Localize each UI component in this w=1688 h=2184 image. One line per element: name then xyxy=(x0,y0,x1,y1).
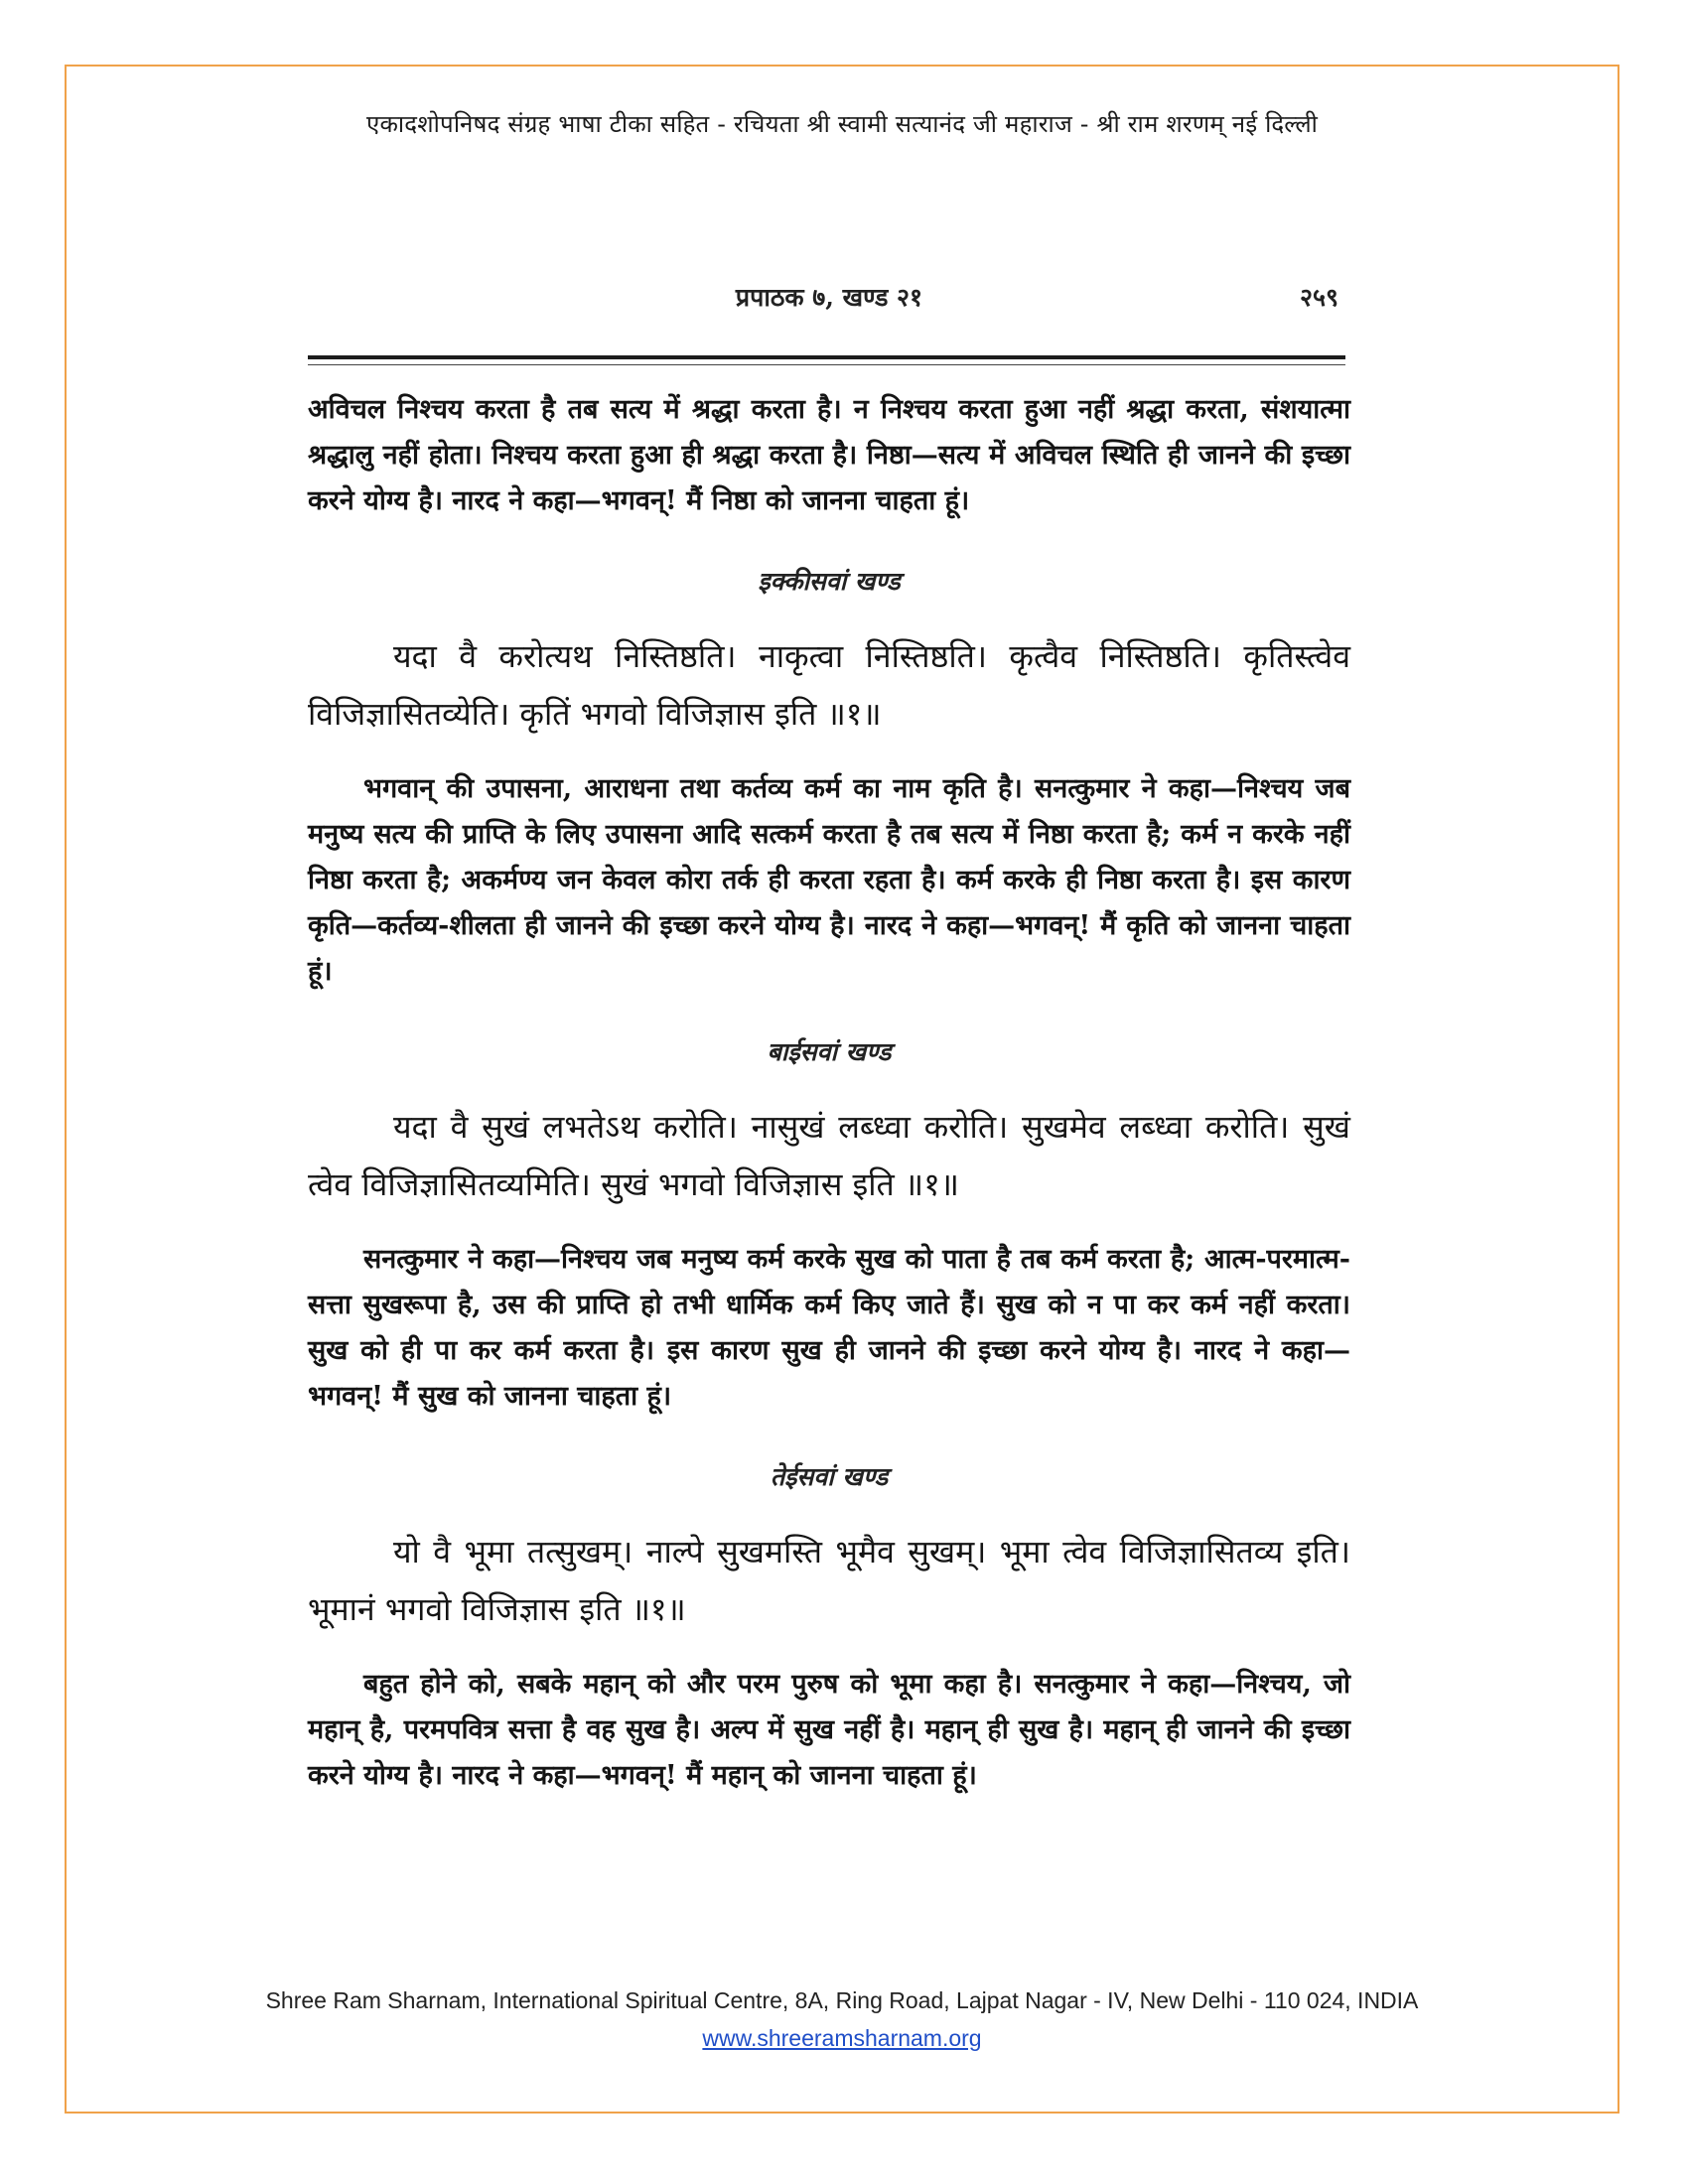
section-heading: इक्कीसवां खण्ड xyxy=(758,567,901,596)
page-number: २५९ xyxy=(1299,283,1338,312)
intro-paragraph: अविचल निश्चय करता है तब सत्य में श्रद्धा करता है। न निश्चय करता हुआ नहीं श्रद्धा करता, संशयात्मा श्रद्धालु नहीं होता। निश्चय करता हुआ ही श्रद्धा करता है। निष्ठा—सत्य में अविचल स्थिति ही जानने की इच्छा करने योग्य है। नारद ने कहा—भगवन्! मैं निष्ठा को जानना चाहता हूं। xyxy=(308,394,1350,516)
header-rule-thick xyxy=(308,355,1345,359)
sanskrit-verse: यदा वै करोत्यथ निस्तिष्ठति। नाकृत्वा निस्तिष्ठति। कृत्वैव निस्तिष्ठति। कृतिस्त्वेव विजिज्ञासितव्येति। कृतिं भगवो विजिज्ञास इति ॥१॥ xyxy=(308,637,1350,733)
scanned-book-page xyxy=(308,268,1350,1799)
running-head-title: प्रपाठक ७, खण्ड २१ xyxy=(735,283,923,312)
section-heading: बाईसवां खण्ड xyxy=(767,1037,892,1066)
header-rule-thin xyxy=(308,364,1345,365)
section-21 xyxy=(308,564,1350,995)
footer-address: Shree Ram Sharnam, International Spiritual Centre, 8A, Ring Road, Lajpat Nagar - IV, New Delhi - 110 024, INDIA xyxy=(265,1987,1419,2013)
document-header: एकादशोपनिषद संग्रह भाषा टीका सहित - रचियता श्री स्वामी सत्यानंद जी महाराज - श्री राम शरणम् नई दिल्ली xyxy=(365,110,1319,138)
commentary-paragraph: भगवान् की उपासना, आराधना तथा कर्तव्य कर्म का नाम कृति है। सनत्कुमार ने कहा—निश्चय जब मनुष्य सत्य की प्राप्ति के लिए उपासना आदि सत्कर्म करता है तब सत्य में निष्ठा करता है; कर्म न करके नहीं निष्ठा करता है; अकर्मण्य जन केवल कोरा तर्क ही करता रहता है। कर्म करके ही निष्ठा करता है। इस कारण कृति—कर्तव्य-शीलता ही जानने की इच्छा करने योग्य है। नारद ने कहा—भगवन्! मैं कृति को जानना चाहता हूं। xyxy=(308,773,1350,987)
commentary-paragraph: सनत्कुमार ने कहा—निश्चय जब मनुष्य कर्म करके सुख को पाता है तब कर्म करता है; आत्म-परमात्म-सत्ता सुखरूपा है, उस की प्राप्ति हो तभी धार्मिक कर्म किए जाते हैं। सुख को न पा कर कर्म नहीं करता। सुख को ही पा कर कर्म करता है। इस कारण सुख ही जानने की इच्छा करने योग्य है। नारद ने कहा—भगवन्! मैं सुख को जानना चाहता हूं। xyxy=(308,1244,1350,1412)
sanskrit-verse: यो वै भूमा तत्सुखम्। नाल्पे सुखमस्ति भूमैव सुखम्। भूमा त्वेव विजिज्ञासितव्य इति। भूमानं भगवो विजिज्ञास इति ॥१॥ xyxy=(308,1533,1350,1628)
sanskrit-verse: यदा वै सुखं लभतेऽथ करोति। नासुखं लब्ध्वा करोति। सुखमेव लब्ध्वा करोति। सुखं त्वेव विजिज्ञासितव्यमिति। सुखं भगवो विजिज्ञास इति ॥१॥ xyxy=(308,1108,1350,1203)
section-23 xyxy=(308,1459,1350,1799)
website-link[interactable]: www.shreeramsharnam.org xyxy=(702,2025,982,2051)
running-head xyxy=(308,268,1350,318)
commentary-paragraph: बहुत होने को, सबके महान् को और परम पुरुष को भूमा कहा है। सनत्कुमार ने कहा—निश्चय, जो महान् है, परमपवित्र सत्ता है वह सुख है। अल्प में सुख नहीं है। महान् ही सुख है। महान् ही जानने की इच्छा करने योग्य है। नारद ने कहा—भगवन्! मैं महान् को जानना चाहता हूं। xyxy=(308,1669,1350,1791)
section-22 xyxy=(308,1034,1350,1420)
footer-website xyxy=(65,2025,1619,2052)
section-heading: तेईसवां खण्ड xyxy=(770,1462,889,1491)
